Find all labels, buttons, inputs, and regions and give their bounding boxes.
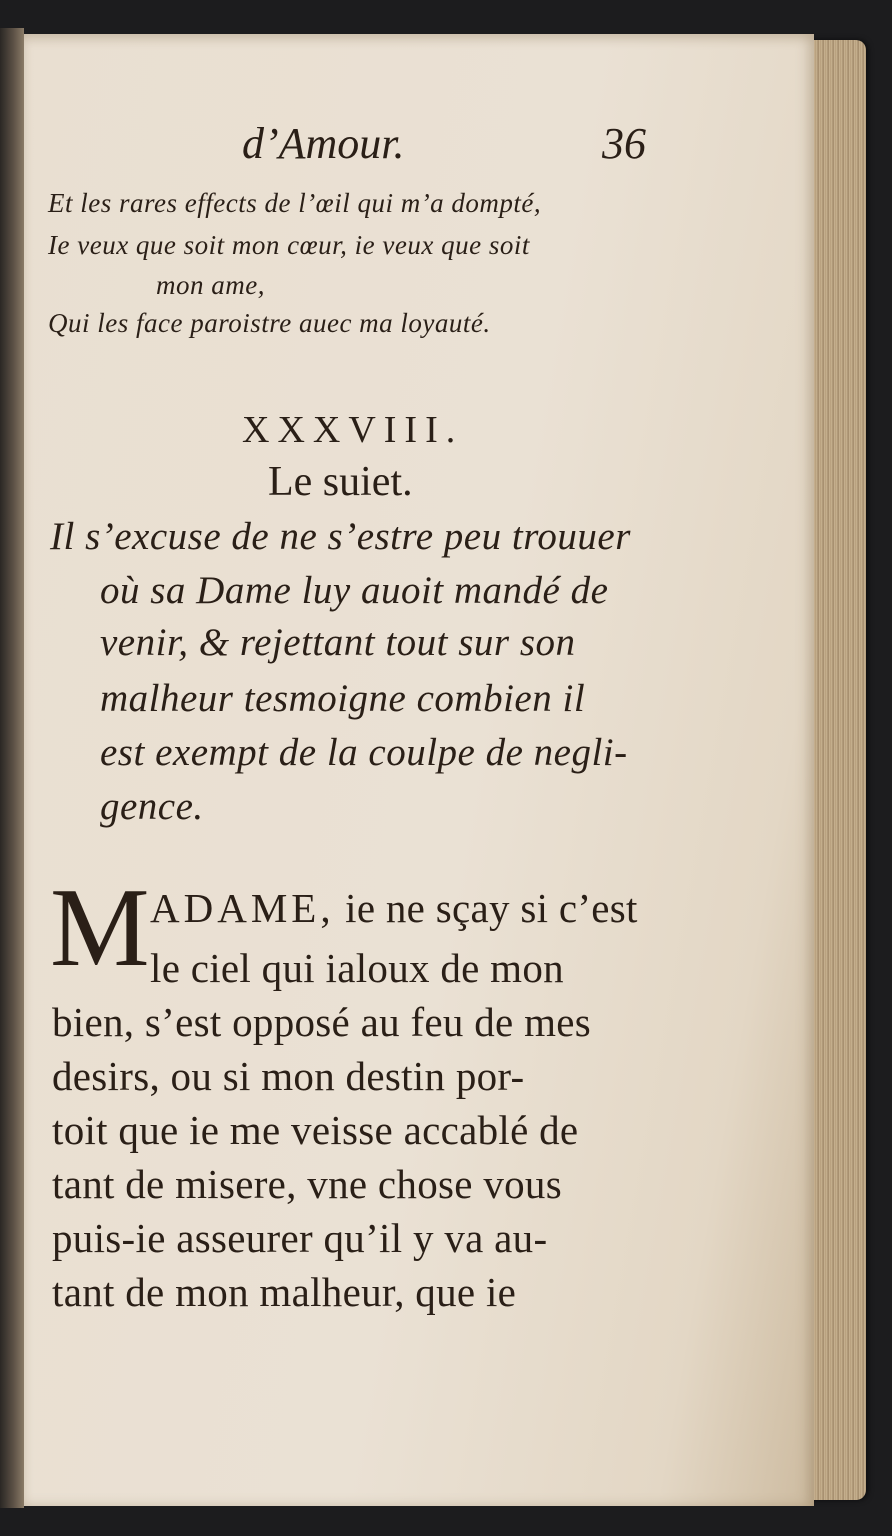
verse-line-3: mon ame, [156, 270, 265, 300]
body-line-7: puis-ie asseurer qu’il y va au- [52, 1215, 548, 1261]
section-subject: Le suiet. [268, 459, 413, 505]
summary-line-6: gence. [100, 785, 204, 828]
facing-page-edge [0, 28, 24, 1508]
verse-line-2: Ie veux que soit mon cœur, ie veux que soit [48, 230, 530, 260]
body-line-1-rest: ie ne sçay si c’est [345, 885, 638, 931]
body-line-2: le ciel qui ialoux de mon [150, 945, 564, 991]
summary-line-5: est exempt de la coulpe de negli- [100, 731, 628, 774]
section-numeral: XXXVIII. [242, 409, 464, 451]
verse-line-1: Et les rares effects de l’œil qui m’a dompté, [48, 188, 542, 218]
verse-line-4: Qui les face paroistre auec ma loyauté. [48, 308, 491, 338]
body-line-3: bien, s’est opposé au feu de mes [52, 999, 592, 1045]
summary-line-3: venir, & rejettant tout sur son [100, 621, 576, 664]
running-title: d’Amour. [242, 119, 405, 168]
summary-line-1: Il s’excuse de ne s’estre peu trouuer [50, 515, 631, 558]
body-line-1 [150, 884, 638, 932]
body-line-6: tant de misere, vne chose vous [52, 1161, 562, 1207]
drop-cap: M [50, 866, 150, 990]
body-line-5: toit que ie me veisse accablé de [52, 1107, 579, 1153]
summary-line-2: où sa Dame luy auoit mandé de [100, 569, 609, 612]
page-number: 36 [602, 119, 646, 168]
opening-word: ADAME, [150, 885, 335, 931]
body-line-8: tant de mon malheur, que ie [52, 1269, 517, 1315]
body-line-4: desirs, ou si mon destin por- [52, 1053, 525, 1099]
summary-line-4: malheur tesmoigne combien il [100, 677, 586, 720]
